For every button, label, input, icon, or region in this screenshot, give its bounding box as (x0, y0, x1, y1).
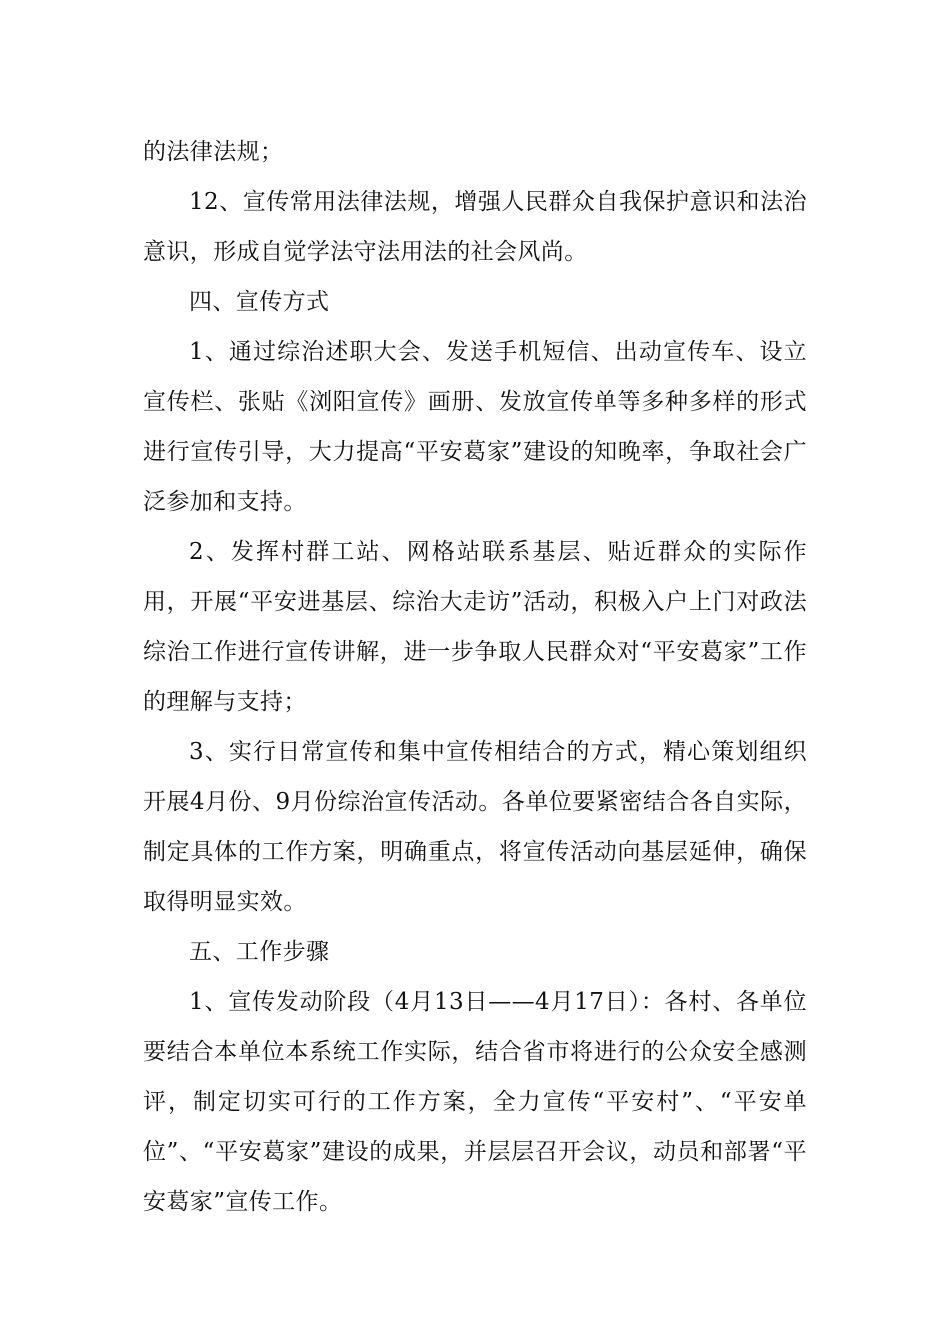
paragraph-method-2: 2、发挥村群工站、网格站联系基层、贴近群众的实际作用，开展“平安进基层、综治大走访”活动，积极入户上门对政法综治工作进行宣传讲解，进一步争取人民群众对“平安葛家”工作的理解与支持； (143, 539, 807, 715)
paragraph-item-12: 12、宣传常用法律法规，增强人民群众自我保护意识和法治意识，形成自觉学法守法用法的社会风尚。 (143, 189, 807, 265)
section-heading-publicity-methods: 四、宣传方式 (189, 289, 330, 315)
section-heading-work-steps: 五、工作步骤 (189, 939, 330, 965)
document-body (143, 127, 807, 1227)
paragraph-continuation: 的法律法规； (143, 139, 284, 165)
paragraph-method-1: 1、通过综治述职大会、发送手机短信、出动宣传车、设立宣传栏、张贴《浏阳宣传》画册、发放宣传单等多种多样的形式进行宣传引导，大力提高“平安葛家”建设的知晚率，争取社会广泛参加和支持。 (143, 339, 807, 515)
paragraph-method-3: 3、实行日常宣传和集中宣传相结合的方式，精心策划组织开展4月份、9月份综治宣传活动。各单位要紧密结合各自实际，制定具体的工作方案，明确重点，将宣传活动向基层延伸，确保取得明显实效。 (143, 739, 807, 915)
paragraph-step-1: 1、宣传发动阶段（4月13日——4月17日）：各村、各单位要结合本单位本系统工作实际，结合省市将进行的公众安全感测评，制定切实可行的工作方案，全力宣传“平安村”、“平安单位”、“平安葛家”建设的成果，并层层召开会议，动员和部署“平安葛家”宣传工作。 (143, 989, 807, 1215)
